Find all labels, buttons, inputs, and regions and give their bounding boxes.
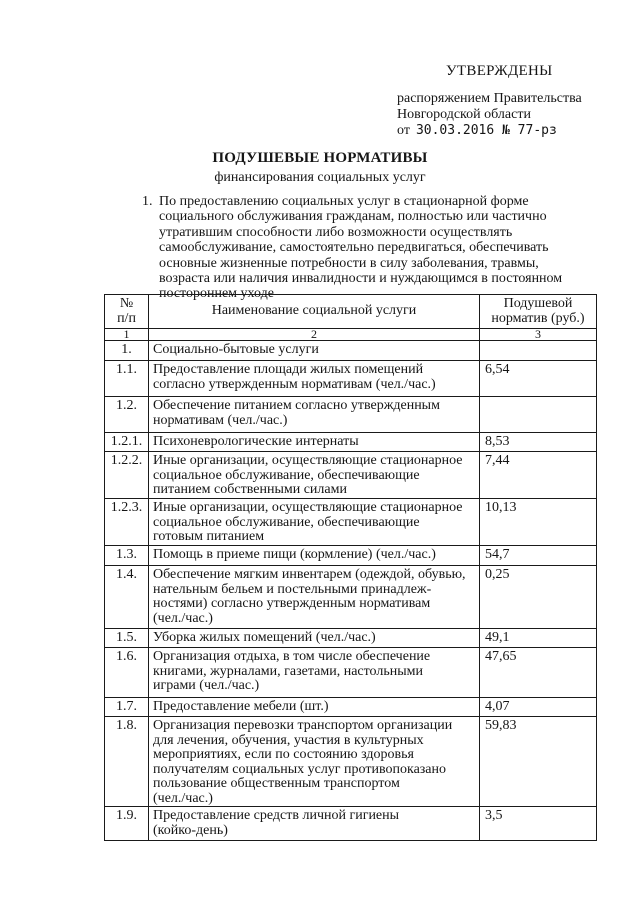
- norm-value: 3,5: [480, 807, 597, 841]
- row-number: 1.2.1.: [105, 433, 149, 452]
- service-name-line: получателям социальных услуг противопоказано: [153, 761, 447, 777]
- service-name-line: Организация перевозки транспортом организации: [153, 718, 453, 733]
- section-text: [159, 194, 602, 302]
- service-name-line: социальное обслуживание, обеспечивающие: [153, 514, 420, 530]
- service-name: [149, 361, 480, 397]
- service-name: [149, 397, 480, 433]
- table-row: [105, 341, 597, 361]
- norm-value: 7,44: [480, 452, 597, 499]
- header-name: Наименование социальной услуги: [149, 295, 480, 329]
- table-row: [105, 452, 597, 499]
- service-name: [149, 566, 480, 629]
- service-name-line: социальное обслуживание, обеспечивающие: [153, 467, 420, 483]
- service-name-line: Предоставление мебели (шт.): [153, 699, 329, 714]
- section-text-line: утратившим способности либо возможности осуществлять: [159, 224, 513, 240]
- row-number: 1.2.: [105, 397, 149, 433]
- service-name-line: питанием собственными силами: [153, 482, 347, 497]
- norm-value: 59,83: [480, 717, 597, 807]
- section-text-line: социального обслуживания гражданам, полностью или частично: [159, 209, 547, 225]
- service-name-line: (чел./час.): [153, 610, 213, 626]
- service-name-line: Организация отдыха, в том числе обеспечение: [153, 649, 431, 664]
- approval-block: [397, 91, 582, 139]
- norm-value: 8,53: [480, 433, 597, 452]
- header-num: [105, 295, 149, 329]
- table-row: [105, 717, 597, 807]
- service-name-line: книгами, журналами, газетами, настольными: [153, 663, 423, 679]
- service-name: [149, 499, 480, 546]
- approval-heading: УТВЕРЖДЕНЫ: [446, 63, 553, 79]
- table-row: [105, 433, 597, 452]
- index-cell: 2: [149, 329, 480, 341]
- table-row: [105, 698, 597, 717]
- service-name: [149, 629, 480, 648]
- service-name: [149, 452, 480, 499]
- norm-value: 49,1: [480, 629, 597, 648]
- header-norm-line: норматив (руб.): [491, 310, 585, 326]
- service-name-line: мероприятиях, если по состоянию здоровья: [153, 747, 414, 762]
- service-name-line: Иные организации, осуществляющие стационарное: [153, 453, 463, 468]
- service-name-line: для лечения, обучения, участия в культурных: [153, 732, 424, 748]
- service-name-line: пользование общественным транспортом: [153, 776, 400, 791]
- service-name: [149, 698, 480, 717]
- header-num-line: №: [119, 296, 134, 311]
- header-row: [105, 295, 597, 329]
- service-name-line: (койко-день): [153, 822, 228, 838]
- norm-value: [480, 341, 597, 361]
- row-number: 1.4.: [105, 566, 149, 629]
- row-number: 1.9.: [105, 807, 149, 841]
- index-row: [105, 329, 597, 341]
- row-number: 1.2.2.: [105, 452, 149, 499]
- service-name-line: ностями) согласно утвержденным нормативам: [153, 596, 431, 611]
- date-prefix: от: [397, 123, 410, 138]
- row-number: 1.8.: [105, 717, 149, 807]
- service-name-line: Психоневрологические интернаты: [153, 434, 359, 449]
- section-text-line: возраста или наличия инвалидности и нуждающимся в постоянном: [159, 271, 563, 287]
- index-cell: 1: [105, 329, 149, 341]
- table-row: [105, 546, 597, 566]
- region-line: Новгородской области: [397, 107, 531, 122]
- service-name-line: Иные организации, осуществляющие стационарное: [153, 500, 463, 515]
- header-num-line: п/п: [117, 310, 136, 326]
- service-name-line: нормативам (чел./час.): [153, 412, 288, 428]
- service-name: [149, 433, 480, 452]
- service-name-line: согласно утвержденным нормативам (чел./час.): [153, 376, 436, 392]
- document-title: ПОДУШЕВЫЕ НОРМАТИВЫ: [212, 150, 428, 166]
- norm-value: 0,25: [480, 566, 597, 629]
- table-row: [105, 648, 597, 698]
- service-name: [149, 546, 480, 566]
- section-intro: [142, 194, 602, 302]
- row-number: 1.2.3.: [105, 499, 149, 546]
- service-name-line: нательным бельем и постельными принадлеж-: [153, 581, 432, 597]
- service-name: [149, 648, 480, 698]
- table-row: [105, 397, 597, 433]
- row-number: 1.1.: [105, 361, 149, 397]
- norm-value: 54,7: [480, 546, 597, 566]
- norms-table: [104, 294, 597, 841]
- norm-value: 6,54: [480, 361, 597, 397]
- service-name: [149, 341, 480, 361]
- row-number: 1.5.: [105, 629, 149, 648]
- section-text-line: постороннем уходе: [159, 286, 274, 302]
- index-cell: 3: [480, 329, 597, 341]
- section-text-line: самообслуживание, самостоятельно передвигаться, обеспечивать: [159, 240, 549, 256]
- date-line: [397, 123, 582, 139]
- service-name-line: (чел./час.): [153, 790, 213, 806]
- table-row: [105, 499, 597, 546]
- service-name-line: Предоставление площади жилых помещений: [153, 362, 424, 377]
- norm-value: [480, 397, 597, 433]
- section-number: 1.: [142, 194, 153, 209]
- norm-value: 10,13: [480, 499, 597, 546]
- service-name-line: Уборка жилых помещений (чел./час.): [153, 630, 376, 645]
- table-row: [105, 361, 597, 397]
- handwritten-date-number: 30.03.2016 № 77-рз: [415, 123, 557, 138]
- table-row: [105, 629, 597, 648]
- norm-value: 4,07: [480, 698, 597, 717]
- document-subtitle: финансирования социальных услуг: [214, 170, 426, 185]
- service-name: [149, 807, 480, 841]
- service-name-line: Социально-бытовые услуги: [153, 342, 319, 357]
- service-name-line: Обеспечение мягким инвентарем (одеждой, обувью,: [153, 567, 466, 582]
- table-row: [105, 566, 597, 629]
- header-norm: [480, 295, 597, 329]
- table-row: [105, 807, 597, 841]
- header-norm-line: Подушевой: [503, 296, 573, 311]
- row-number: 1.3.: [105, 546, 149, 566]
- norm-value: 47,65: [480, 648, 597, 698]
- service-name-line: играми (чел./час.): [153, 678, 260, 693]
- service-name-line: Помощь в приеме пищи (кормление) (чел./час.): [153, 547, 436, 562]
- service-name: [149, 717, 480, 807]
- row-number: 1.: [105, 341, 149, 361]
- service-name-line: Обеспечение питанием согласно утвержденным: [153, 398, 440, 413]
- section-text-line: основные жизненные потребности в силу заболевания, травмы,: [159, 255, 539, 271]
- section-text-line: По предоставлению социальных услуг в стационарной форме: [159, 194, 529, 209]
- service-name-line: Предоставление средств личной гигиены: [153, 808, 400, 823]
- order-line: распоряжением Правительства: [397, 91, 582, 106]
- row-number: 1.6.: [105, 648, 149, 698]
- row-number: 1.7.: [105, 698, 149, 717]
- service-name-line: готовым питанием: [153, 529, 265, 544]
